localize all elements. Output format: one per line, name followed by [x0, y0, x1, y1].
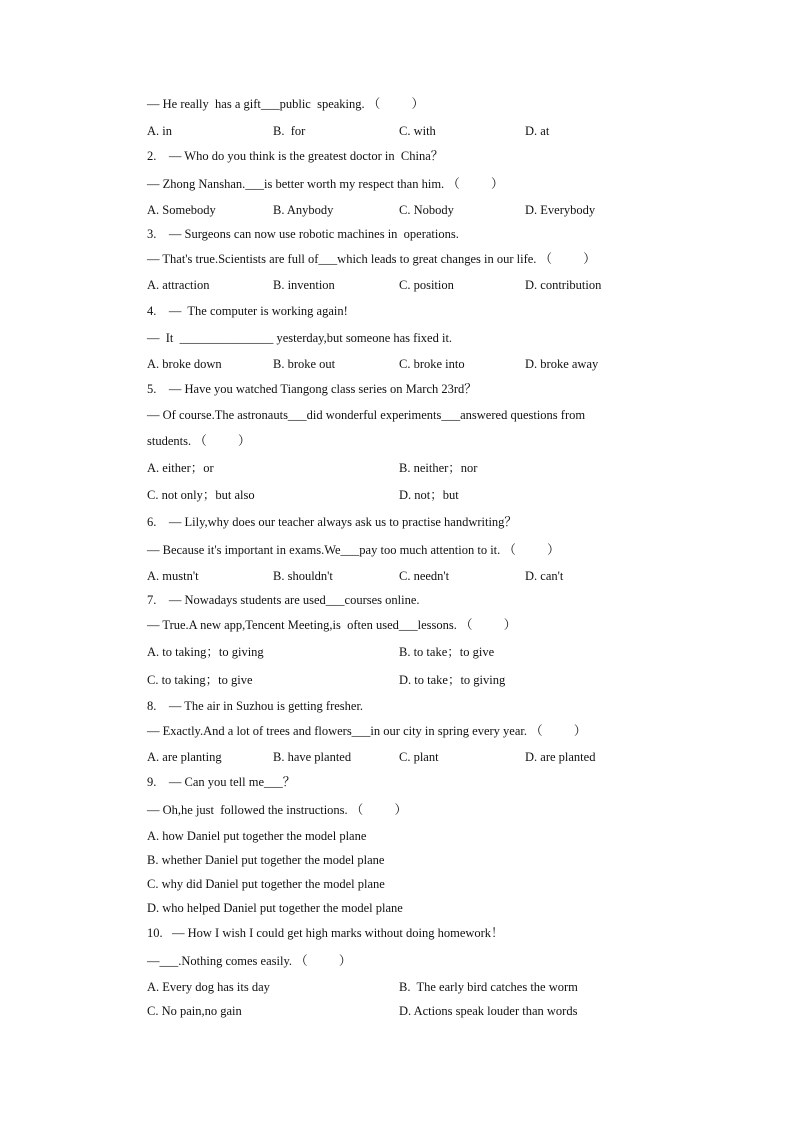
question-3-options: [147, 277, 667, 293]
option-c: C. not only；but also: [147, 488, 255, 502]
option-c: C. plant: [399, 750, 439, 764]
option-a: A. to taking；to giving: [147, 645, 264, 659]
question-6-response: — Because it's important in exams.We___pay too much attention to it. （ ）: [147, 543, 560, 557]
question-5-options-row1: [147, 460, 667, 476]
question-1-stem: — He really has a gift___public speaking. （ ）: [147, 97, 425, 111]
option-c: C. with: [399, 124, 436, 138]
option-b: B. shouldn't: [273, 569, 333, 583]
question-5-options-row2: [147, 487, 667, 503]
option-c: C. Nobody: [399, 203, 454, 217]
question-2-options: [147, 202, 667, 218]
option-d: D. can't: [525, 569, 564, 583]
question-2-response: — Zhong Nanshan.___is better worth my respect than him. （ ）: [147, 177, 504, 191]
option-c: C. broke into: [399, 357, 465, 371]
option-d: D. contribution: [525, 278, 602, 292]
option-a: A. attraction: [147, 278, 210, 292]
question-10-stem: 10. — How I wish I could get high marks without doing homework！: [147, 926, 504, 940]
question-7-options-row1: [147, 644, 667, 660]
question-3-stem: 3. — Surgeons can now use robotic machines in operations.: [147, 227, 459, 241]
question-9-stem: 9. — Can you tell me___？: [147, 775, 296, 789]
option-d: D. who helped Daniel put together the model plane: [147, 901, 403, 915]
question-5-stem: 5. — Have you watched Tiangong class series on March 23rd？: [147, 382, 477, 396]
option-b: B. have planted: [273, 750, 352, 764]
option-c: C. why did Daniel put together the model plane: [147, 877, 385, 891]
option-b: B. to take；to give: [399, 645, 495, 659]
option-a: A. broke down: [147, 357, 222, 371]
question-4-options: [147, 356, 667, 372]
question-3-response: — That's true.Scientists are full of___which leads to great changes in our life. （ ）: [147, 252, 596, 266]
option-c: C. to taking；to give: [147, 673, 253, 687]
option-a: A. are planting: [147, 750, 222, 764]
question-5-response: — Of course.The astronauts___did wonderful experiments___answered questions from: [147, 408, 586, 422]
question-7-stem: 7. — Nowadays students are used___courses online.: [147, 593, 420, 607]
option-d: D. are planted: [525, 750, 596, 764]
option-d: D. Actions speak louder than words: [399, 1004, 578, 1018]
question-6-options: [147, 568, 667, 584]
question-4-response: — It _______________ yesterday,but someone has fixed it.: [147, 331, 453, 345]
option-b: B. Anybody: [273, 203, 334, 217]
option-b: B. invention: [273, 278, 335, 292]
option-b: B. The early bird catches the worm: [399, 980, 578, 994]
question-2-stem: 2. — Who do you think is the greatest doctor in China？: [147, 149, 444, 163]
question-10-options-row1: [147, 979, 667, 995]
option-d: D. Everybody: [525, 203, 596, 217]
option-d: D. not；but: [399, 488, 459, 502]
option-a: A. in: [147, 124, 172, 138]
question-10-options-row2: [147, 1003, 667, 1019]
question-7-options-row2: [147, 672, 667, 688]
question-8-response: — Exactly.And a lot of trees and flowers___in our city in spring every year. （ ）: [147, 724, 587, 738]
option-c: C. needn't: [399, 569, 450, 583]
option-c: C. No pain,no gain: [147, 1004, 242, 1018]
option-b: B. for: [273, 124, 306, 138]
option-d: D. to take；to giving: [399, 673, 506, 687]
option-b: B. whether Daniel put together the model plane: [147, 853, 385, 867]
option-a: A. mustn't: [147, 569, 199, 583]
option-a: A. either；or: [147, 461, 214, 475]
option-d: D. at: [525, 124, 550, 138]
question-6-stem: 6. — Lily,why does our teacher always ask us to practise handwriting？: [147, 515, 517, 529]
option-a: A. Every dog has its day: [147, 980, 270, 994]
option-b: B. neither；nor: [399, 461, 478, 475]
option-c: C. position: [399, 278, 454, 292]
option-b: B. broke out: [273, 357, 336, 371]
question-1-options: [147, 123, 667, 139]
question-7-response: — True.A new app,Tencent Meeting,is often used___lessons. （ ）: [147, 618, 517, 632]
question-8-options: [147, 749, 667, 765]
question-5-response-cont: students. （ ）: [147, 434, 251, 448]
question-4-stem: 4. — The computer is working again!: [147, 304, 348, 318]
option-d: D. broke away: [525, 357, 599, 371]
option-a: A. Somebody: [147, 203, 216, 217]
question-10-response: —___.Nothing comes easily. （ ）: [147, 954, 352, 968]
question-8-stem: 8. — The air in Suzhou is getting fresher.: [147, 699, 364, 713]
question-9-response: — Oh,he just followed the instructions. （ ）: [147, 803, 408, 817]
option-a: A. how Daniel put together the model plane: [147, 829, 367, 843]
